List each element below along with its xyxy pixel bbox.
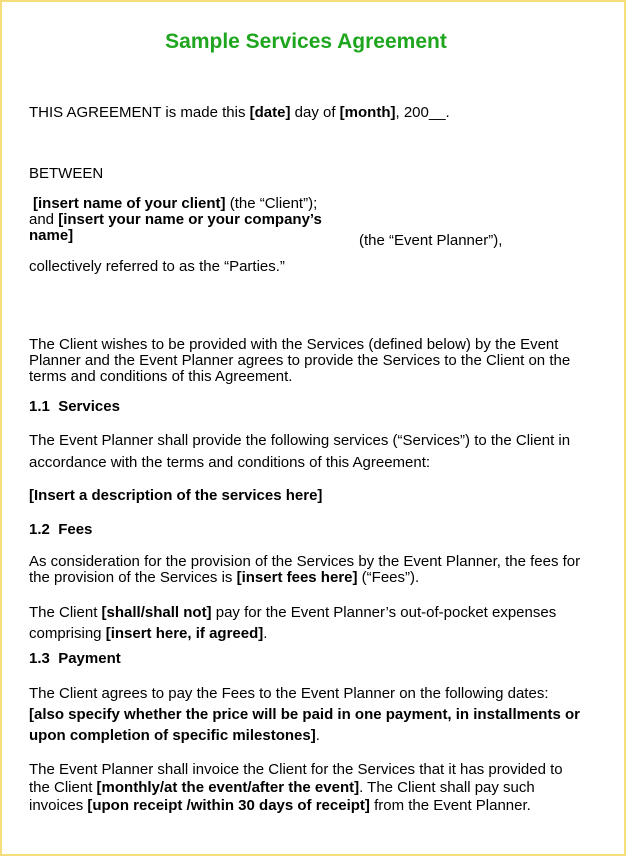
- planner-party-line: and [insert your name or your company’s: [29, 211, 322, 228]
- section-1-2-heading: 1.2 Fees: [29, 521, 93, 538]
- client-party-line: [insert name of your client] (the “Client”);: [33, 195, 318, 212]
- event-planner-label: (the “Event Planner”),: [359, 232, 503, 249]
- planner-party-line-2: name]: [29, 227, 74, 244]
- intro-line: THIS AGREEMENT is made this [date] day of [month], 200__.: [29, 104, 450, 121]
- month-placeholder: [month]: [339, 104, 396, 121]
- section-1-1-heading: 1.1 Services: [29, 398, 120, 415]
- payment-paragraph: The Client agrees to pay the Fees to the Event Planner on the following dates: [also specify whether the price will be paid in one payment, in installments or upon completion of specific milestones].: [29, 685, 580, 744]
- services-placeholder: [Insert a description of the services here]: [29, 487, 323, 504]
- recital-paragraph: The Client wishes to be provided with the Services (defined below) by the Event Planner and the Event Planner agrees to provide the Services to the Client on the terms and conditions of this Agreement.: [29, 336, 571, 385]
- fees-paragraph: As consideration for the provision of the Services by the Event Planner, the fees for the provision of the Services is [insert fees here] (“Fees”).: [29, 553, 581, 586]
- services-paragraph: The Event Planner shall provide the following services (“Services”) to the Client in accordance with the terms and conditions of this Agreement:: [29, 432, 571, 471]
- date-placeholder: [date]: [249, 104, 291, 121]
- document-title: Sample Services Agreement: [165, 30, 447, 53]
- invoice-paragraph: The Event Planner shall invoice the Client for the Services that it has provided to the Client [monthly/at the event/after the event]. The Client shall pay such invoices [upon receipt /within 30 days of receipt] from the Event Planner.: [29, 761, 563, 814]
- expenses-paragraph: The Client [shall/shall not] pay for the Event Planner’s out-of-pocket expenses comprising [insert here, if agreed].: [29, 604, 557, 642]
- parties-line: collectively referred to as the “Parties.”: [29, 258, 285, 275]
- section-1-3-heading: 1.3 Payment: [29, 650, 121, 667]
- between-label: BETWEEN: [29, 165, 104, 182]
